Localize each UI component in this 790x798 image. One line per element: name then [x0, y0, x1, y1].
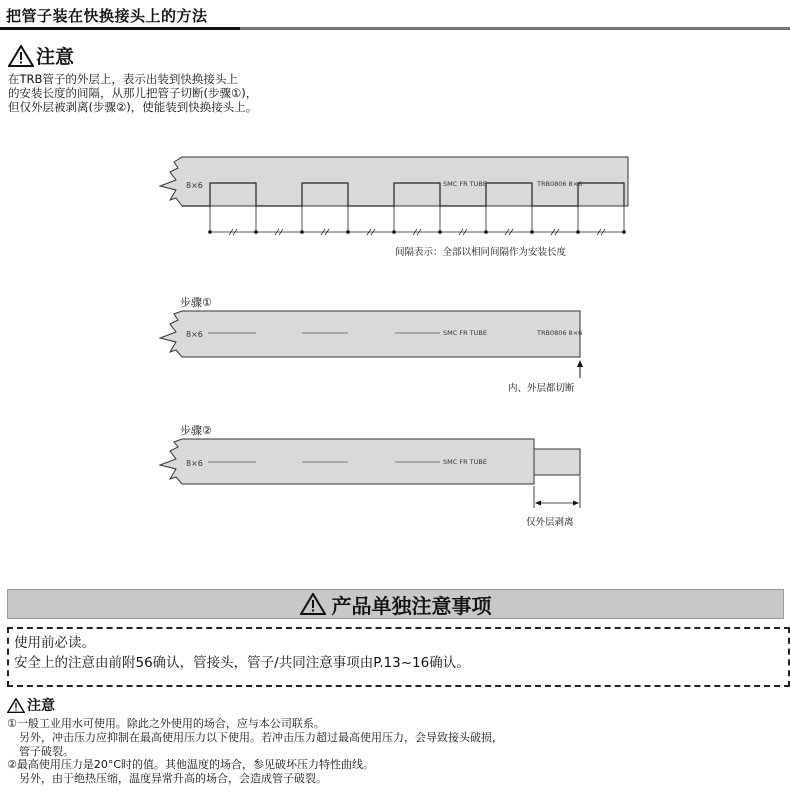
tube-cutting-diagram: [0, 140, 790, 540]
tube1-brand-label: SMC FR TUBE: [443, 180, 487, 188]
tube-body-2: [160, 311, 583, 357]
notice-line-1: 使用前必读。: [14, 635, 95, 651]
warning-triangle-icon: [300, 593, 326, 615]
interval-caption: 间隔表示：全部以相同间隔作为安装长度: [395, 247, 567, 258]
tube2-size-label: 8×6: [186, 330, 203, 339]
tube2-model-label: TRB0806 8×6: [537, 329, 583, 337]
caution2-title: 注意: [27, 698, 55, 714]
step1-label: 步骤①: [180, 296, 212, 309]
step2-label: 步骤②: [180, 424, 212, 437]
caution2-item-1-cont: 另外，冲击压力应抑制在最高使用压力以下使用。若冲击压力超过最高使用压力，会导致接头破损，: [19, 730, 503, 744]
step2-caption: 仅外层剥离: [526, 517, 574, 528]
caution-line-3: 但仅外层被剥离(步骤②)，使能装到快换接头上。: [8, 100, 258, 114]
caution-line-1: 在TRB管子的外层上，表示出装到快换接头上: [8, 72, 238, 86]
warning-triangle-icon: [7, 698, 25, 713]
caution2-item-1-cont2: 管子破裂。: [19, 744, 74, 758]
caution2-heading: [7, 695, 55, 715]
tube1-size-label: 8×6: [186, 181, 203, 190]
caution-line-2: 的安装长度的间隔，从那儿把管子切断(步骤①)，: [8, 86, 258, 100]
step1-caption: 内、外层都切断: [508, 383, 575, 394]
tube-step1-figure: [160, 311, 583, 394]
tube1-model-label: TRB0806 8×6: [537, 180, 583, 188]
tube-step2-figure: [160, 439, 580, 528]
notice-line-2: 安全上的注意由前附56确认，管接头，管子/共同注意事项由P.13~16确认。: [14, 655, 470, 671]
inner-tube-exposed: [534, 449, 580, 475]
product-notice-banner: [7, 589, 784, 619]
caution2-item-2-cont: 另外，由于绝热压缩，温度异常升高的场合，会造成管子破裂。: [19, 772, 327, 786]
tube3-brand-label: SMC FR TUBE: [443, 458, 487, 466]
title-underline-gray: [240, 27, 790, 30]
tube2-brand-label: SMC FR TUBE: [443, 329, 487, 337]
caution2-item-1: ①一般工业用水可使用。除此之外使用的场合，应与本公司联系。: [7, 717, 325, 730]
caution-title: 注意: [36, 46, 75, 68]
tube-interval-figure: [160, 157, 628, 258]
caution2-item-2: ②最高使用压力是20°C时的值。其他温度的场合，参见破坏压力特性曲线。: [7, 758, 375, 772]
caution-heading: [8, 42, 74, 69]
banner-title: 产品单独注意事项: [331, 593, 492, 618]
read-before-use-box: [7, 627, 790, 687]
tube3-size-label: 8×6: [186, 459, 203, 468]
page-title: 把管子装在快换接头上的方法: [6, 7, 208, 25]
warning-triangle-icon: [8, 45, 34, 67]
caution2-list: [7, 717, 777, 786]
